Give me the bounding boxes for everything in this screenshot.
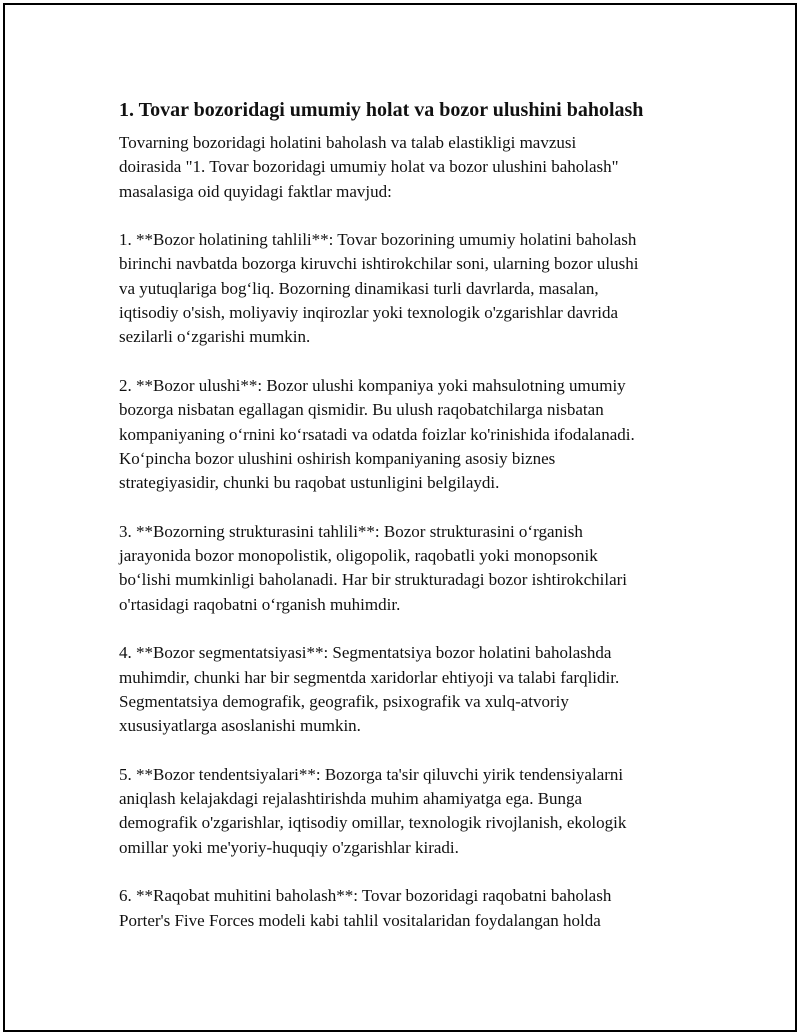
page-frame: [3, 3, 797, 1032]
text-line: Porter's Five Forces modeli kabi tahlil vositalaridan foydalangan holda: [119, 910, 601, 930]
paragraph-competition: [119, 884, 719, 933]
text-line: muhimdir, chunki har bir segmentda xaridorlar ehtiyoji va talabi farqlidir.: [119, 667, 620, 687]
text-line: Segmentatsiya demografik, geografik, psixografik va xulq-atvoriy: [119, 691, 569, 711]
paragraph-market-structure: [119, 520, 719, 617]
text-line: xususiyatlarga asoslanishi mumkin.: [119, 716, 361, 736]
document-body: [119, 97, 719, 957]
text-line: va yutuqlariga bog‘liq. Bozorning dinamikasi turli davrlarda, masalan,: [119, 278, 599, 298]
text-line: doirasida "1. Tovar bozoridagi umumiy holat va bozor ulushini baholash": [119, 157, 619, 177]
text-line: omillar yoki me'yoriy-huquqiy o'zgarishlar kiradi.: [119, 837, 459, 857]
text-line: 5. **Bozor tendentsiyalari**: Bozorga ta'sir qiluvchi yirik tendensiyalarni: [119, 764, 624, 784]
paragraph-intro: [119, 131, 719, 204]
text-line: jarayonida bozor monopolistik, oligopolik, raqobatli yoki monopsonik: [119, 546, 598, 566]
text-line: 4. **Bozor segmentatsiyasi**: Segmentatsiya bozor holatini baholashda: [119, 643, 612, 663]
paragraph-market-trends: [119, 763, 719, 860]
text-line: birinchi navbatda bozorga kiruvchi ishtirokchilar soni, ularning bozor ulushi: [119, 254, 639, 274]
text-line: demografik o'zgarishlar, iqtisodiy omillar, texnologik rivojlanish, ekologik: [119, 813, 627, 833]
text-line: 6. **Raqobat muhitini baholash**: Tovar bozoridagi raqobatni baholash: [119, 886, 612, 906]
document-title: 1. Tovar bozoridagi umumiy holat va bozor ulushini baholash: [119, 99, 644, 121]
text-line: kompaniyaning o‘rnini ko‘rsatadi va odatda foizlar ko'rinishida ifodalanadi.: [119, 424, 635, 444]
text-line: strategiyasidir, chunki bu raqobat ustunligini belgilaydi.: [119, 473, 500, 493]
text-line: iqtisodiy o'sish, moliyaviy inqirozlar yoki texnologik o'zgarishlar davrida: [119, 303, 619, 323]
text-line: sezilarli o‘zgarishi mumkin.: [119, 327, 311, 347]
paragraph-market-share: [119, 374, 719, 495]
paragraph-segmentation: [119, 641, 719, 738]
text-line: Ko‘pincha bozor ulushini oshirish kompaniyaning asosiy biznes: [119, 448, 556, 468]
text-line: Tovarning bozoridagi holatini baholash va talab elastikligi mavzusi: [119, 133, 577, 152]
text-line: 3. **Bozorning strukturasini tahlili**: Bozor strukturasini o‘rganish: [119, 521, 583, 541]
text-line: bo‘lishi mumkinligi baholanadi. Har bir strukturadagi bozor ishtirokchilari: [119, 570, 628, 590]
text-line: aniqlash kelajakdagi rejalashtirishda muhim ahamiyatga ega. Bunga: [119, 789, 583, 809]
paragraph-market-analysis: [119, 228, 719, 349]
text-line: bozorga nisbatan egallagan qismidir. Bu ulush raqobatchilarga nisbatan: [119, 400, 604, 420]
text-line: 2. **Bozor ulushi**: Bozor ulushi kompaniya yoki mahsulotning umumiy: [119, 375, 626, 395]
text-line: 1. **Bozor holatining tahlili**: Tovar bozorining umumiy holatini baholash: [119, 230, 637, 250]
text-line: masalasiga oid quyidagi faktlar mavjud:: [119, 181, 392, 201]
text-line: o'rtasidagi raqobatni o‘rganish muhimdir.: [119, 594, 401, 614]
